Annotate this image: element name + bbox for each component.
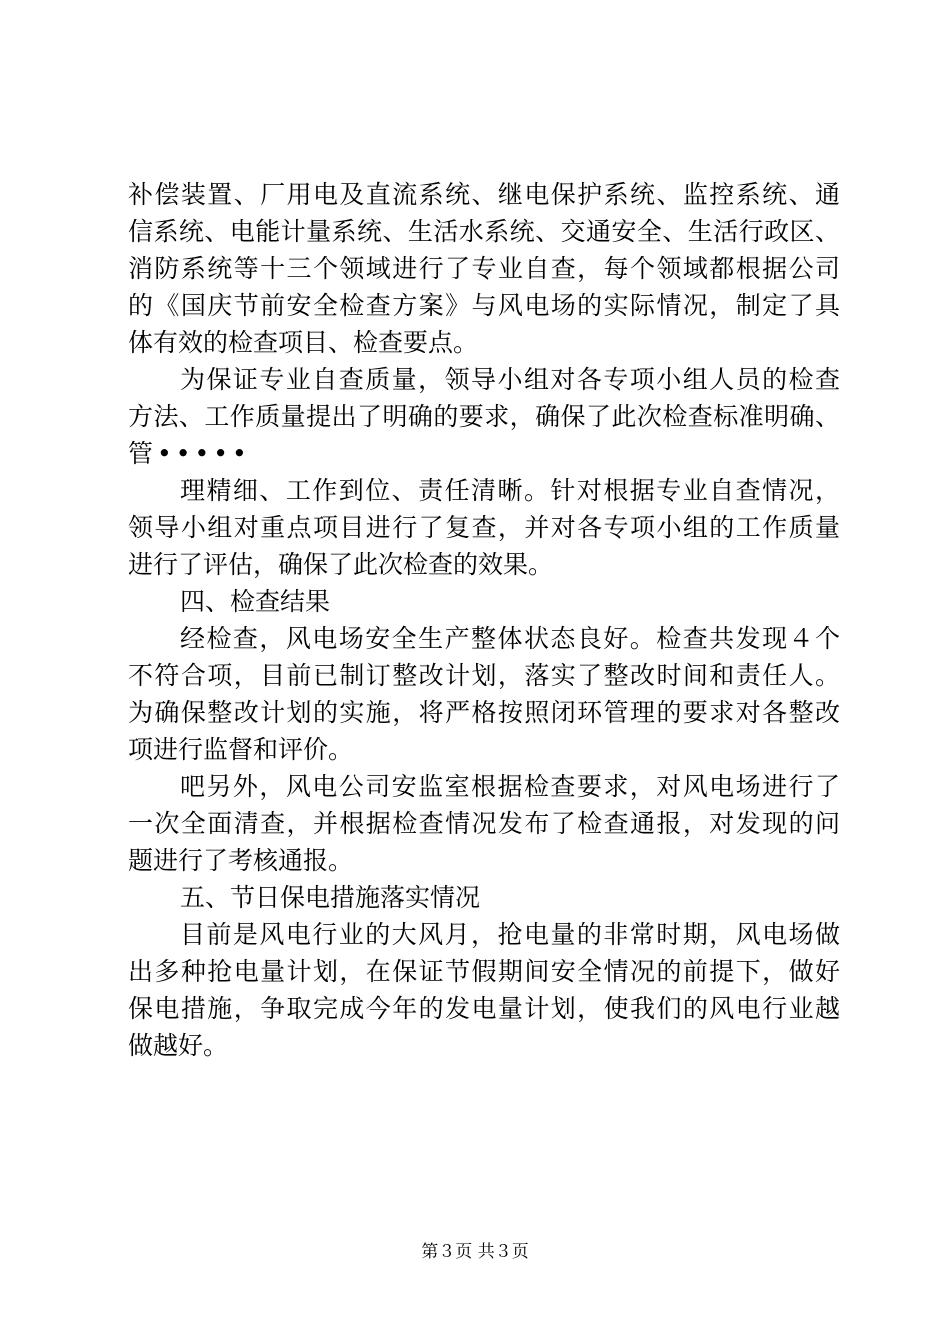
- text-line: 信系统、电能计量系统、生活水系统、交通安全、生活行政区、: [128, 217, 840, 246]
- text-line: 四、检查结果: [180, 587, 331, 616]
- text-line: 做越好。: [128, 1031, 229, 1060]
- text-line: 补偿装置、厂用电及直流系统、继电保护系统、监控系统、通: [128, 180, 840, 209]
- text-line: 吧另外，风电公司安监室根据检查要求，对风电场进行了: [180, 772, 840, 801]
- text-line: 五、节日保电措施落实情况: [180, 883, 481, 912]
- text-line: 保电措施，争取完成今年的发电量计划，使我们的风电行业越: [128, 994, 840, 1023]
- text-line: 项进行监督和评价。: [128, 735, 354, 764]
- document-body: [128, 176, 840, 1064]
- text-line: 消防系统等十三个领域进行了专业自查，每个领域都根据公司: [128, 254, 840, 283]
- text-line: 为确保整改计划的实施，将严格按照闭环管理的要求对各整改: [128, 698, 840, 727]
- page-footer: [0, 1240, 950, 1264]
- text-line: 进行了评估，确保了此次检查的效果。: [128, 550, 554, 579]
- text-line: 经检查，风电场安全生产整体状态良好。检查共发现４个: [180, 624, 840, 653]
- text-line: 不符合项，目前已制订整改计划，落实了整改时间和责任人。: [128, 661, 840, 690]
- text-line: 目前是风电行业的大风月，抢电量的非常时期，风电场做: [180, 920, 840, 949]
- text-line: 理精细、工作到位、责任清晰。针对根据专业自查情况，: [180, 476, 840, 505]
- text-line: 为保证专业自查质量，领导小组对各专项小组人员的检查: [180, 365, 840, 394]
- page-number: 第３页 共３页: [421, 1242, 529, 1262]
- text-line: 方法、工作质量提出了明确的要求，确保了此次检查标准明确、: [128, 402, 840, 431]
- text-line: 的《国庆节前安全检查方案》与风电场的实际情况，制定了具: [128, 291, 840, 320]
- text-line: 一次全面清查，并根据检查情况发布了检查通报，对发现的问: [128, 809, 840, 838]
- text-line: 领导小组对重点项目进行了复查，并对各专项小组的工作质量: [128, 513, 840, 542]
- text-line: 出多种抢电量计划，在保证节假期间安全情况的前提下，做好: [128, 957, 840, 986]
- text-line: 题进行了考核通报。: [128, 846, 354, 875]
- text-line: 管•••••: [128, 439, 251, 468]
- text-line: 体有效的检查项目、检查要点。: [128, 328, 479, 357]
